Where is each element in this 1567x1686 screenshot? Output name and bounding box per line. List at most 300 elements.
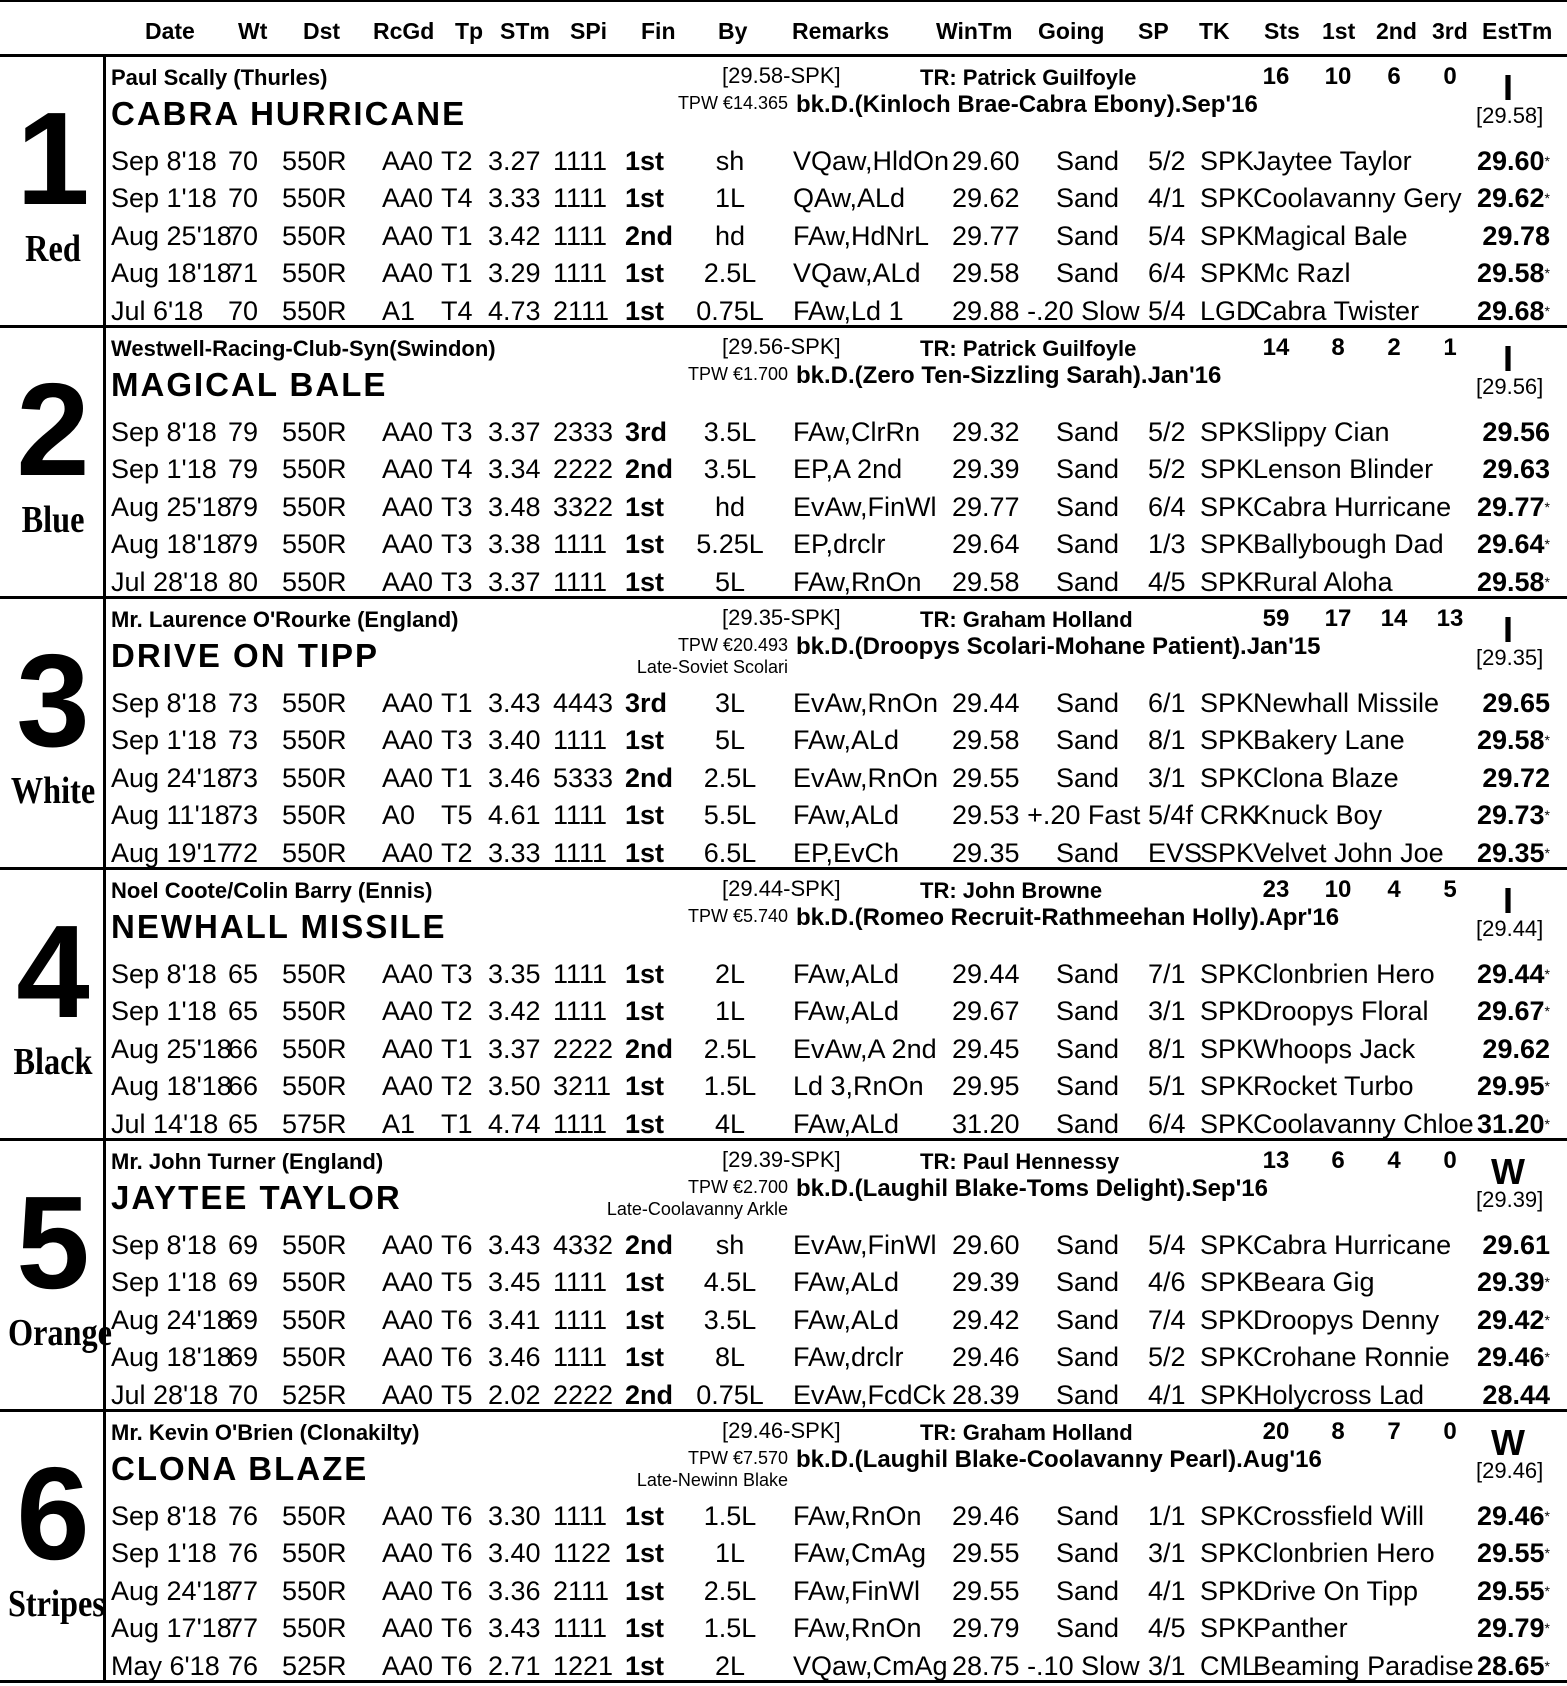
race-fin: 1st <box>625 996 665 1026</box>
race-rcgd: AA0 <box>382 1538 434 1568</box>
race-sp: 5/2 <box>1148 454 1186 484</box>
prize-total: TPW €14.365 <box>677 93 788 113</box>
race-going: Sand <box>1056 146 1120 176</box>
race-row <box>0 835 1567 872</box>
race-dst: 550R <box>282 296 347 326</box>
race-wt: 73 <box>228 763 259 793</box>
runner-block <box>0 328 1567 599</box>
race-date: Aug 24'18 <box>111 763 232 793</box>
race-esttm-value: 29.63 <box>1482 454 1550 484</box>
race-row <box>0 1227 1567 1264</box>
stat-first: 10 <box>1324 876 1352 903</box>
race-stm: 3.35 <box>488 959 541 989</box>
race-stm: 2.71 <box>488 1651 541 1681</box>
race-winner: Cabra Hurricane <box>1253 1230 1452 1260</box>
race-by: 2.5L <box>703 1034 757 1064</box>
race-sp: 4/1 <box>1148 183 1186 213</box>
race-tk: SPK <box>1200 1380 1255 1410</box>
race-winner: Coolavanny Chloe <box>1253 1109 1474 1139</box>
stat-second: 7 <box>1387 1418 1401 1445</box>
best-time: [29.46-SPK] <box>722 1418 841 1443</box>
race-winner: Droopys Denny <box>1253 1305 1440 1335</box>
race-going: Sand <box>1056 1613 1120 1643</box>
race-esttm <box>1470 1068 1550 1105</box>
race-spi: 2222 <box>553 1034 614 1064</box>
race-esttm <box>1470 1031 1550 1068</box>
race-remarks: FAw,ALd <box>793 1109 900 1139</box>
race-wintm: 31.20 <box>952 1109 1020 1139</box>
race-dst: 550R <box>282 1305 347 1335</box>
race-esttm <box>1470 1377 1550 1414</box>
prize-total: TPW €1.700 <box>687 364 788 384</box>
race-stm: 3.33 <box>488 183 541 213</box>
trainer-name: TR: John Browne <box>920 878 1103 903</box>
race-dst: 550R <box>282 688 347 718</box>
race-tp: T2 <box>441 146 473 176</box>
race-tp: T5 <box>441 1267 473 1297</box>
race-winner: Whoops Jack <box>1253 1034 1416 1064</box>
race-sp: 6/4 <box>1148 258 1186 288</box>
race-spi: 1111 <box>553 567 608 597</box>
race-sp: 3/1 <box>1148 763 1186 793</box>
race-winner: Jaytee Taylor <box>1253 146 1412 176</box>
race-wt: 73 <box>228 688 259 718</box>
race-winner: Clonbrien Hero <box>1253 959 1435 989</box>
race-rcgd: AA0 <box>382 492 434 522</box>
race-esttm-value: 29.73 <box>1476 800 1545 830</box>
best-time: [29.56-SPK] <box>722 334 841 359</box>
race-dst: 550R <box>282 1576 347 1606</box>
race-esttm-mark: * <box>1544 1274 1550 1290</box>
race-esttm <box>1470 451 1550 488</box>
race-winner: Rural Aloha <box>1253 567 1393 597</box>
race-wintm: 29.46 <box>952 1501 1020 1531</box>
race-wintm: 29.45 <box>952 1034 1020 1064</box>
race-dst: 550R <box>282 1034 347 1064</box>
race-by: 2L <box>714 1651 746 1681</box>
race-wintm: 29.77 <box>952 221 1020 251</box>
race-wintm: 29.55 <box>952 1538 1020 1568</box>
race-fin: 1st <box>625 800 665 830</box>
race-stm: 3.30 <box>488 1501 541 1531</box>
race-tp: T2 <box>441 996 473 1026</box>
race-rcgd: AA0 <box>382 529 434 559</box>
owner-name: Mr. John Turner (England) <box>111 1149 384 1174</box>
race-rcgd: AA0 <box>382 1576 434 1606</box>
col-header-esttm: EstTm <box>1482 18 1553 44</box>
trap-number: 1 <box>16 85 90 232</box>
race-wintm: 29.88 -.20 Slow <box>952 296 1140 326</box>
breeding-line: bk.D.(Laughil Blake-Toms Delight).Sep'16 <box>796 1175 1268 1202</box>
race-date: Sep 8'18 <box>111 688 217 718</box>
race-sp: 6/4 <box>1148 1109 1186 1139</box>
race-spi: 1111 <box>553 183 608 213</box>
race-remarks: FAw,ALd <box>793 1267 900 1297</box>
race-tk: SPK <box>1200 1267 1255 1297</box>
race-stm: 3.50 <box>488 1071 541 1101</box>
race-winner: Clonbrien Hero <box>1253 1538 1435 1568</box>
race-rcgd: AA0 <box>382 1267 434 1297</box>
race-going: Sand <box>1056 258 1120 288</box>
race-esttm <box>1470 564 1550 601</box>
col-header-rcgd: RcGd <box>373 18 435 44</box>
race-by: 2.5L <box>703 1576 757 1606</box>
race-winner: Velvet John Joe <box>1253 838 1444 868</box>
race-tp: T6 <box>441 1305 473 1335</box>
race-wintm: 29.62 <box>952 183 1020 213</box>
trainer-name: TR: Patrick Guilfoyle <box>920 336 1137 361</box>
race-esttm-mark: * <box>1544 1349 1550 1365</box>
race-spi: 1111 <box>553 529 608 559</box>
grade-letter: W <box>1491 1422 1525 1463</box>
race-wt: 76 <box>228 1651 259 1681</box>
race-stm: 4.73 <box>488 296 541 326</box>
race-remarks: VQaw,CmAg <box>793 1651 948 1681</box>
race-wintm: 29.44 <box>952 959 1020 989</box>
col-header-tp: Tp <box>455 18 484 44</box>
race-winner: Mc Razl <box>1253 258 1351 288</box>
race-stm: 3.46 <box>488 763 541 793</box>
race-row <box>0 1264 1567 1301</box>
race-by: sh <box>715 146 745 176</box>
race-dst: 550R <box>282 996 347 1026</box>
race-tp: T1 <box>441 1109 473 1139</box>
race-fin: 1st <box>625 838 665 868</box>
race-by: 5L <box>714 567 746 597</box>
race-date: Aug 25'18 <box>111 492 232 522</box>
race-row <box>0 1498 1567 1535</box>
race-wt: 69 <box>228 1267 259 1297</box>
race-esttm-value: 29.58 <box>1476 725 1545 755</box>
race-wintm: 29.77 <box>952 492 1020 522</box>
race-tk: SPK <box>1200 1501 1255 1531</box>
race-remarks: EvAw,FcdCk <box>793 1380 946 1410</box>
race-wintm: 29.58 <box>952 567 1020 597</box>
stat-first: 17 <box>1324 605 1352 632</box>
race-remarks: EvAw,RnOn <box>793 763 939 793</box>
race-remarks: EvAw,FinWl <box>793 1230 937 1260</box>
race-fin: 1st <box>625 1342 665 1372</box>
race-rcgd: AA0 <box>382 1342 434 1372</box>
race-wintm: 29.42 <box>952 1305 1020 1335</box>
race-tp: T1 <box>441 688 473 718</box>
race-date: Sep 1'18 <box>111 996 217 1026</box>
race-winner: Lenson Blinder <box>1253 454 1434 484</box>
race-tp: T6 <box>441 1576 473 1606</box>
race-sp: 4/1 <box>1148 1576 1186 1606</box>
race-fin: 1st <box>625 1501 665 1531</box>
race-tp: T3 <box>441 567 473 597</box>
race-going: Sand <box>1056 1230 1120 1260</box>
race-esttm-value: 29.62 <box>1476 183 1545 213</box>
race-going: Sand <box>1056 725 1120 755</box>
race-spi: 1111 <box>553 1501 608 1531</box>
race-date: Sep 1'18 <box>111 1267 217 1297</box>
race-wt: 72 <box>228 838 259 868</box>
race-date: Aug 24'18 <box>111 1305 232 1335</box>
race-esttm <box>1470 1302 1550 1339</box>
runner-block <box>0 1412 1567 1683</box>
race-going: Sand <box>1056 567 1120 597</box>
race-remarks: FAw,ALd <box>793 800 900 830</box>
race-esttm <box>1470 1648 1550 1685</box>
owner-name: Mr. Laurence O'Rourke (England) <box>111 607 459 632</box>
race-rcgd: AA0 <box>382 1305 434 1335</box>
race-wintm: 29.55 <box>952 1576 1020 1606</box>
race-remarks: EP,EvCh <box>793 838 900 868</box>
race-sp: 4/1 <box>1148 1380 1186 1410</box>
race-esttm-value: 28.65 <box>1476 1651 1545 1681</box>
best-time: [29.58-SPK] <box>722 63 841 88</box>
race-rcgd: AA0 <box>382 1613 434 1643</box>
race-row <box>0 993 1567 1030</box>
race-esttm <box>1470 293 1550 330</box>
race-by: 8L <box>714 1342 746 1372</box>
col-header-dst: Dst <box>303 18 341 44</box>
race-fin: 1st <box>625 529 665 559</box>
race-by: 2.5L <box>703 258 757 288</box>
race-by: 5.25L <box>696 529 764 559</box>
race-by: 3.5L <box>703 454 757 484</box>
race-tp: T1 <box>441 258 473 288</box>
race-going: Sand <box>1056 417 1120 447</box>
trap-number: 3 <box>16 627 90 774</box>
race-esttm <box>1470 1227 1550 1264</box>
stat-second: 14 <box>1380 605 1408 632</box>
race-sp: 5/2 <box>1148 146 1186 176</box>
race-row <box>0 526 1567 563</box>
race-going: Sand <box>1056 492 1120 522</box>
race-stm: 4.61 <box>488 800 541 830</box>
stat-first: 6 <box>1331 1147 1345 1174</box>
race-stm: 3.36 <box>488 1576 541 1606</box>
race-tk: SPK <box>1200 763 1255 793</box>
race-stm: 3.38 <box>488 529 541 559</box>
race-row <box>0 489 1567 526</box>
race-date: Sep 1'18 <box>111 725 217 755</box>
race-rcgd: AA0 <box>382 183 434 213</box>
race-esttm <box>1470 722 1550 759</box>
stat-second: 6 <box>1387 63 1401 90</box>
race-dst: 550R <box>282 1613 347 1643</box>
race-fin: 1st <box>625 146 665 176</box>
race-spi: 2222 <box>553 1380 614 1410</box>
est-time-top: [29.39] <box>1476 1187 1544 1212</box>
race-tk: SPK <box>1200 1230 1255 1260</box>
race-tp: T6 <box>441 1230 473 1260</box>
race-esttm-value: 29.55 <box>1476 1538 1545 1568</box>
race-wt: 79 <box>228 454 259 484</box>
dog-name: CABRA HURRICANE <box>111 95 467 132</box>
race-stm: 3.43 <box>488 1230 541 1260</box>
stat-third: 13 <box>1436 605 1464 632</box>
race-esttm-value: 29.39 <box>1476 1267 1545 1297</box>
race-row <box>0 685 1567 722</box>
race-rcgd: AA0 <box>382 838 434 868</box>
prize-total: TPW €2.700 <box>687 1177 788 1197</box>
race-spi: 4332 <box>553 1230 614 1260</box>
race-esttm <box>1470 414 1550 451</box>
race-esttm-mark: * <box>1544 1312 1550 1328</box>
runner-block <box>0 57 1567 328</box>
race-stm: 3.43 <box>488 1613 541 1643</box>
dog-name: NEWHALL MISSILE <box>111 908 447 945</box>
race-winner: Crohane Ronnie <box>1253 1342 1450 1372</box>
race-winner: Slippy Cian <box>1253 417 1390 447</box>
race-remarks: VQaw,HldOn <box>793 146 950 176</box>
dog-name: MAGICAL BALE <box>111 366 388 403</box>
race-row <box>0 218 1567 255</box>
est-time-top: [29.46] <box>1476 1458 1544 1483</box>
race-row <box>0 1031 1567 1068</box>
race-esttm-value: 29.67 <box>1476 996 1545 1026</box>
race-spi: 1111 <box>553 838 608 868</box>
race-spi: 1122 <box>553 1538 612 1568</box>
race-esttm <box>1470 180 1550 217</box>
dog-name: CLONA BLAZE <box>111 1450 369 1487</box>
race-dst: 550R <box>282 800 347 830</box>
est-time-top: [29.56] <box>1476 374 1544 399</box>
race-fin: 1st <box>625 959 665 989</box>
grade-letter: I <box>1502 67 1513 108</box>
race-row <box>0 1106 1567 1143</box>
race-fin: 1st <box>625 1109 665 1139</box>
race-row <box>0 143 1567 180</box>
race-tk: SPK <box>1200 1613 1255 1643</box>
race-going: Sand <box>1056 688 1120 718</box>
race-winner: Rocket Turbo <box>1253 1071 1414 1101</box>
race-esttm <box>1470 685 1550 722</box>
trainer-name: TR: Paul Hennessy <box>920 1149 1120 1174</box>
race-date: Aug 25'18 <box>111 221 232 251</box>
col-header-fin: Fin <box>641 18 676 44</box>
race-winner: Panther <box>1253 1613 1348 1643</box>
race-esttm-value: 29.60 <box>1476 146 1545 176</box>
race-tk: SPK <box>1200 996 1255 1026</box>
race-esttm-value: 29.62 <box>1482 1034 1550 1064</box>
race-rcgd: AA0 <box>382 1380 434 1410</box>
race-esttm-mark: * <box>1544 1116 1550 1132</box>
race-tp: T4 <box>441 183 473 213</box>
race-esttm-value: 29.46 <box>1476 1342 1545 1372</box>
race-fin: 1st <box>625 1305 665 1335</box>
race-going: Sand <box>1056 1305 1120 1335</box>
race-stm: 3.46 <box>488 1342 541 1372</box>
race-by: hd <box>714 221 746 251</box>
best-time: [29.44-SPK] <box>722 876 841 901</box>
race-dst: 550R <box>282 529 347 559</box>
breeding-line: bk.D.(Zero Ten-Sizzling Sarah).Jan'16 <box>796 362 1222 389</box>
race-fin: 2nd <box>625 1034 674 1064</box>
race-sp: 7/1 <box>1148 959 1186 989</box>
race-wintm: 29.46 <box>952 1342 1020 1372</box>
race-rcgd: AA0 <box>382 454 434 484</box>
breeding-line: bk.D.(Kinloch Brae-Cabra Ebony).Sep'16 <box>796 91 1258 118</box>
col-header-3rd: 3rd <box>1432 18 1468 44</box>
race-rcgd: A1 <box>382 296 416 326</box>
race-esttm-mark: * <box>1544 845 1550 861</box>
race-stm: 3.45 <box>488 1267 541 1297</box>
col-header-remarks: Remarks <box>792 18 890 44</box>
race-by: sh <box>715 1230 745 1260</box>
race-tk: SPK <box>1200 221 1255 251</box>
race-esttm-mark: * <box>1544 807 1550 823</box>
race-tk: SPK <box>1200 1305 1255 1335</box>
race-fin: 2nd <box>625 763 674 793</box>
race-stm: 3.40 <box>488 725 541 755</box>
race-wintm: 29.55 <box>952 763 1020 793</box>
race-remarks: FAw,RnOn <box>793 567 922 597</box>
race-esttm-value: 29.78 <box>1482 221 1550 251</box>
race-rcgd: AA0 <box>382 567 434 597</box>
race-wt: 73 <box>228 800 259 830</box>
race-wt: 79 <box>228 492 259 522</box>
race-fin: 1st <box>625 567 665 597</box>
race-tk: SPK <box>1200 183 1255 213</box>
race-going: Sand <box>1056 1342 1120 1372</box>
race-by: 3.5L <box>703 1305 757 1335</box>
race-wt: 80 <box>228 567 259 597</box>
race-tp: T5 <box>441 1380 473 1410</box>
race-tk: CML <box>1200 1651 1258 1681</box>
stat-second: 2 <box>1387 334 1401 361</box>
race-tk: SPK <box>1200 1109 1255 1139</box>
race-wt: 69 <box>228 1342 259 1372</box>
race-row <box>0 293 1567 330</box>
race-esttm <box>1470 1106 1550 1143</box>
race-spi: 1111 <box>553 725 608 755</box>
col-header-wintm: WinTm <box>936 18 1013 44</box>
stat-starts: 16 <box>1262 63 1290 90</box>
race-stm: 3.29 <box>488 258 541 288</box>
runner-block <box>0 870 1567 1141</box>
col-header-sts: Sts <box>1264 18 1300 44</box>
race-winner: Beaming Paradise <box>1253 1651 1474 1681</box>
race-dst: 550R <box>282 1267 347 1297</box>
trap-colour: Black <box>13 1041 93 1083</box>
race-remarks: FAw,ALd <box>793 725 900 755</box>
race-stm: 3.42 <box>488 221 541 251</box>
race-by: 5L <box>714 725 746 755</box>
race-by: 6.5L <box>703 838 757 868</box>
race-fin: 1st <box>625 1576 665 1606</box>
race-fin: 1st <box>625 183 665 213</box>
race-stm: 3.42 <box>488 996 541 1026</box>
race-rcgd: AA0 <box>382 996 434 1026</box>
race-remarks: QAw,ALd <box>793 183 906 213</box>
race-dst: 550R <box>282 1071 347 1101</box>
race-date: Aug 25'18 <box>111 1034 232 1064</box>
race-date: Sep 1'18 <box>111 183 217 213</box>
race-spi: 1221 <box>553 1651 614 1681</box>
race-stm: 3.33 <box>488 838 541 868</box>
race-by: 1L <box>714 183 746 213</box>
race-stm: 3.41 <box>488 1305 541 1335</box>
race-row <box>0 760 1567 797</box>
race-dst: 550R <box>282 454 347 484</box>
race-rcgd: AA0 <box>382 1071 434 1101</box>
race-dst: 575R <box>282 1109 347 1139</box>
race-stm: 3.40 <box>488 1538 541 1568</box>
race-spi: 1111 <box>553 1109 608 1139</box>
race-sp: 5/4 <box>1148 296 1186 326</box>
race-winner: Drive On Tipp <box>1253 1576 1419 1606</box>
race-spi: 1111 <box>553 1267 608 1297</box>
race-spi: 2111 <box>553 1576 610 1606</box>
race-remarks: FAw,CmAg <box>793 1538 927 1568</box>
race-esttm-mark: * <box>1544 265 1550 281</box>
race-date: Jul 14'18 <box>111 1109 219 1139</box>
